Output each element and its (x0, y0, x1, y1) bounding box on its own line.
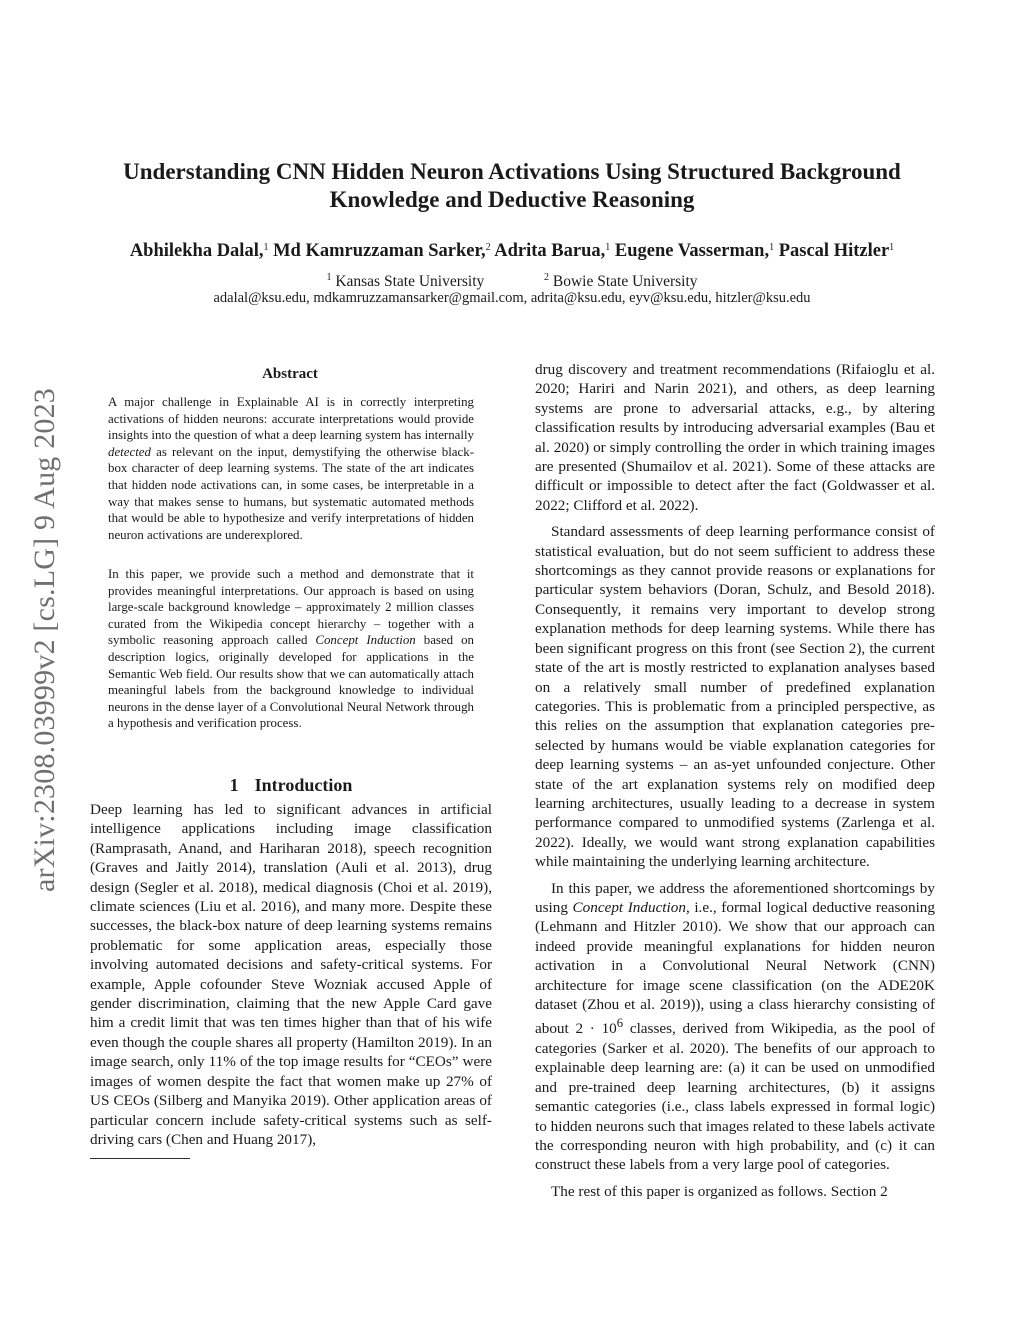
body-paragraph: drug discovery and treatment recommendations (Rifaioglu et al. 2020; Hariri and Narin 2021), and others, as deep learning systems are prone to adversarial attacks, e.g., by altering classification results by introducing adversarial examples (Bau et al. 2020) or simply controlling the order in which training images are presented (Shumailov et al. 2021). Some of these attacks are difficult or impossible to detect after the fact (Goldwasser et al. 2022; Clifford et al. 2022). (535, 361, 935, 514)
affiliation-name: Kansas State University (335, 273, 485, 290)
footnote-rule (90, 1158, 190, 1159)
body-paragraph (535, 879, 935, 1175)
title-line-1: Understanding CNN Hidden Neuron Activations Using Structured Background (123, 159, 901, 184)
right-column (535, 360, 935, 1208)
author-affiliation-mark: 1 (769, 242, 775, 253)
affiliation-name: Bowie State University (552, 273, 698, 290)
exponent: 6 (616, 1016, 624, 1031)
section-heading-introduction (90, 773, 492, 797)
abstract-text: A major challenge in Explainable AI is in correctly interpreting activations of hidden neurons: accurate interpretations would provide insights into the question of what a deep learning system has internally (108, 395, 474, 443)
body-text: classes, derived from Wikipedia, as the pool of categories (Sarker et al. 2020). The benefits of our approach to explainable deep learning are: (a) it can be used on unmodified and pre-trained deep learning architectures, (b) it assigns semantic categories (i.e., class labels expressed in formal logic) to hidden neurons such that images related to these labels activate the corresponding neuron with high probability, and (c) it can construct these labels from a very large pool of categories. (535, 1020, 935, 1174)
abstract-text: In this paper, we provide such a method and demonstrate that it provides meaningful interpretations. Our approach is based on using large-scale background knowledge – approximately 2 million classes curated from the Wikipedia concept hierarchy – together with a symbolic reasoning approach called (108, 567, 474, 648)
body-text: , i.e., formal logical deductive reasoning (Lehmann and Hitzler 2010). We show that our approach can indeed provide meaningful explanations for hidden neuron activation in a Convolutional Neural Network (CNN) architecture for image scene classification (on the ADE20K dataset (Zhou et al. 2019)), using a class hierarchy consisting of about 2 · 10 (535, 898, 935, 1038)
abstract-paragraph-2 (108, 566, 474, 732)
section-number: 1 (229, 775, 239, 795)
body-emphasis: Concept Induction (572, 898, 686, 916)
abstract-text: based on description logics, originally developed for applications in the Semantic Web field. Our results show that we can automatically attach meaningful labels from the background knowledge to individual neurons in the dense layer of a Convolutional Neural Network through a hypothesis and verification process. (108, 633, 475, 731)
author-name: Eugene Vasserman, (614, 241, 770, 261)
body-paragraph: Standard assessments of deep learning performance consist of statistical evaluation, but do not seem sufficient to address these shortcomings as they cannot provide reasons or explanations for particular system behaviors (Doran, Schulz, and Besold 2018). Consequently, it remains very important to develop strong explanation methods for deep learning systems. While there has been significant progress on this front (see Section 2), the current state of the art is mostly restricted to explanation analyses based on a relatively small number of predefined explanation categories. This is problematic from a principled perspective, as this relies on the assumption that explanation categories pre-selected by humans would be viable explanation categories for deep learning systems – an as-yet unfounded conjecture. Other state of the art explanation systems rely on modified deep learning architectures, usually leading to a decrease in system performance compared to unmodified systems (Zarlenga et al. 2022). Ideally, we would want strong explanation capabilities while maintaining the underlying learning architecture. (535, 523, 935, 871)
title-line-2: Knowledge and Deductive Reasoning (329, 187, 695, 212)
abstract-heading: Abstract (262, 366, 318, 382)
affiliation-mark: 2 (544, 272, 550, 283)
section-title: Introduction (254, 775, 353, 795)
paper-title (60, 158, 964, 214)
author-emails: adalal@ksu.edu, mdkamruzzamansarker@gmail.com, adrita@ksu.edu, eyv@ksu.edu, hitzler@ksu.edu (213, 290, 811, 306)
introduction-paragraph-1: Deep learning has led to significant advances in artificial intelligence applications including image classification (Ramprasath, Anand, and Hariharan 2018), speech recognition (Graves and Jaitly 2014), translation (Auli et al. 2013), drug design (Segler et al. 2018), medical diagnosis (Choi et al. 2019), climate sciences (Liu et al. 2016), and many more. Despite these successes, the black-box nature of deep learning systems remains problematic for some application areas, especially those involving automated decisions and safety-critical systems. For example, Apple cofounder Steve Wozniak accused Apple of gender discrimination, claiming that the new Apple Card gave him a credit limit that was ten times higher than that of his wife even though the couple shares all property (Hamilton 2019). In an image search, only 11% of the top image results for “CEOs” were images of women despite the fact that women make up 27% of US CEOs (Silberg and Manyika 2019). Other application areas of particular concern include safety-critical systems such as self-driving cars (Chen and Huang 2017), (90, 801, 492, 1148)
body-paragraph: The rest of this paper is organized as follows. Section 2 (551, 1182, 888, 1200)
author-name: Md Kamruzzaman Sarker, (273, 241, 486, 261)
author-name: Adrita Barua, (494, 241, 606, 261)
arxiv-identifier: arXiv:2308.03999v2 [cs.LG] 9 Aug 2023 (28, 388, 61, 893)
author-list (40, 236, 984, 263)
author-name: Pascal Hitzler (778, 241, 890, 261)
body-text: In this paper, we address the aforementioned shortcomings by using (535, 879, 935, 916)
abstract-emphasis: detected (108, 444, 151, 459)
abstract-emphasis: Concept Induction (315, 633, 416, 648)
author-affiliation-mark: 1 (263, 242, 269, 253)
abstract-text: as relevant on the input, demystifying the otherwise black-box character of deep learning systems. The state of the art indicates that hidden node activations can, in some cases, be interpretable in a way that makes sense to humans, but systematic automated methods that would be able to hypothesize and verify interpretations of hidden neuron activations are underexplored. (108, 444, 474, 542)
author-affiliation-mark: 1 (605, 242, 611, 253)
author-affiliation-mark: 2 (485, 242, 491, 253)
affiliation-mark: 1 (326, 272, 332, 283)
author-affiliation-mark: 1 (889, 242, 895, 253)
author-name: Abhilekha Dalal, (129, 241, 264, 261)
abstract-paragraph-1 (108, 394, 474, 543)
